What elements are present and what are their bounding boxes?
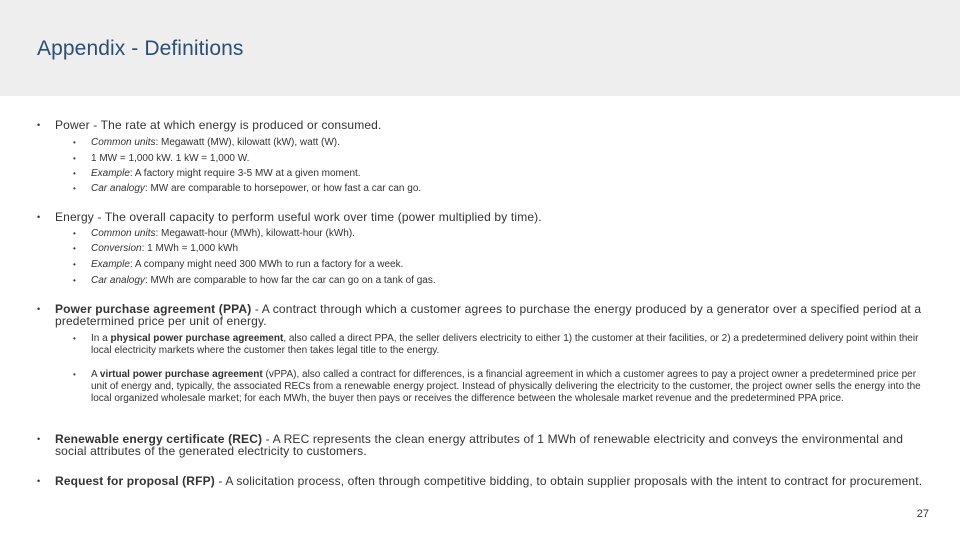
item-label: Conversion <box>91 243 142 254</box>
definition-rec-text: - A REC represents the clean energy attributes of 1 MWh of renewable electricity and conveys the environmental and social attributes of the generated electricity to customers. <box>55 432 904 458</box>
ppa-virtual-prefix: A <box>91 369 100 380</box>
term-rec: Renewable energy certificate (REC) <box>55 432 263 446</box>
power-item <box>73 168 928 180</box>
ppa-virtual <box>73 369 928 405</box>
term-power: Power <box>55 118 90 132</box>
item-text: : MWh are comparable to how far the car can go on a tank of gas. <box>144 275 436 286</box>
energy-item <box>73 228 928 240</box>
page-number: 27 <box>916 508 929 520</box>
header-bar <box>0 0 960 96</box>
term-energy: Energy <box>55 210 94 224</box>
item-label: Car analogy <box>91 275 145 286</box>
bullet: • <box>73 184 76 193</box>
ppa-physical <box>73 333 928 357</box>
definition-power-text: - The rate at which energy is produced or consumed. <box>89 118 382 132</box>
item-label: Example <box>91 259 130 270</box>
item-label: Common units <box>91 137 156 148</box>
ppa-physical-text: , also called a direct PPA, the seller delivers electricity to either 1) the customer at their facilities, or 2) a predetermined delivery point within their local electricity markets where the customer then takes legal title to the energy. <box>91 333 919 356</box>
energy-item <box>73 259 928 271</box>
bullet: • <box>37 476 41 486</box>
item-label: Car analogy <box>91 183 145 194</box>
definition-power <box>37 119 932 131</box>
bullet: • <box>73 370 76 379</box>
bullet: • <box>73 229 76 238</box>
definition-ppa <box>37 303 932 327</box>
item-text: : A company might need 300 MWh to run a factory for a week. <box>129 259 404 270</box>
item-label: Example <box>91 168 130 179</box>
definition-ppa-text: - A contract through which a customer agrees to purchase the energy produced by a generator over a specified period at a predetermined price per unit of energy. <box>55 302 922 328</box>
page-title: Appendix - Definitions <box>37 37 244 60</box>
definition-rfp <box>37 475 932 487</box>
bullet: • <box>73 334 76 343</box>
ppa-physical-prefix: In a <box>91 333 111 344</box>
bullet: • <box>37 304 41 314</box>
bullet: • <box>73 154 76 163</box>
definition-rfp-text: - A solicitation process, often through competitive bidding, to obtain supplier proposals with the intent to contract for procurement. <box>214 474 923 488</box>
term-rfp: Request for proposal (RFP) <box>55 474 215 488</box>
ppa-physical-term: physical power purchase agreement <box>110 333 284 344</box>
ppa-virtual-term: virtual power purchase agreement <box>99 369 263 380</box>
bullet: • <box>73 138 76 147</box>
item-text: : Megawatt (MW), kilowatt (kW), watt (W). <box>155 137 340 148</box>
item-text: : MW are comparable to horsepower, or how fast a car can go. <box>144 183 422 194</box>
power-item <box>73 153 928 165</box>
power-item <box>73 137 928 149</box>
bullet: • <box>73 244 76 253</box>
definition-rec <box>37 433 932 457</box>
item-label: Common units <box>91 228 156 239</box>
energy-item <box>73 275 928 287</box>
item-text: : Megawatt-hour (MWh), kilowatt-hour (kWh). <box>155 228 355 239</box>
item-text: : 1 MWh = 1,000 kWh <box>141 243 239 254</box>
item-text: 1 MW = 1,000 kW. 1 kW = 1,000 W. <box>91 153 250 164</box>
power-item <box>73 183 928 195</box>
definition-energy-text: - The overall capacity to perform useful work over time (power multiplied by time). <box>93 210 542 224</box>
definition-energy <box>37 211 932 223</box>
term-ppa: Power purchase agreement (PPA) <box>55 302 252 316</box>
item-text: : A factory might require 3-5 MW at a given moment. <box>129 168 361 179</box>
bullet: • <box>73 260 76 269</box>
ppa-virtual-text: (vPPA), also called a contract for differences, is a financial agreement in which a customer agrees to pay a project owner a predetermined price per unit of energy and, typically, the associated RECs from a renewable energy project. Instead of physically delivering the electricity to the customer, the project owner sells the energy into the local organized wholesale market; for each MWh, the buyer then pays or receives the difference between the wholesale market revenue and the predetermined PPA price. <box>91 369 921 404</box>
bullet: • <box>37 434 41 444</box>
bullet: • <box>73 276 76 285</box>
bullet: • <box>73 169 76 178</box>
bullet: • <box>37 212 41 222</box>
energy-item <box>73 243 928 255</box>
bullet: • <box>37 120 41 130</box>
